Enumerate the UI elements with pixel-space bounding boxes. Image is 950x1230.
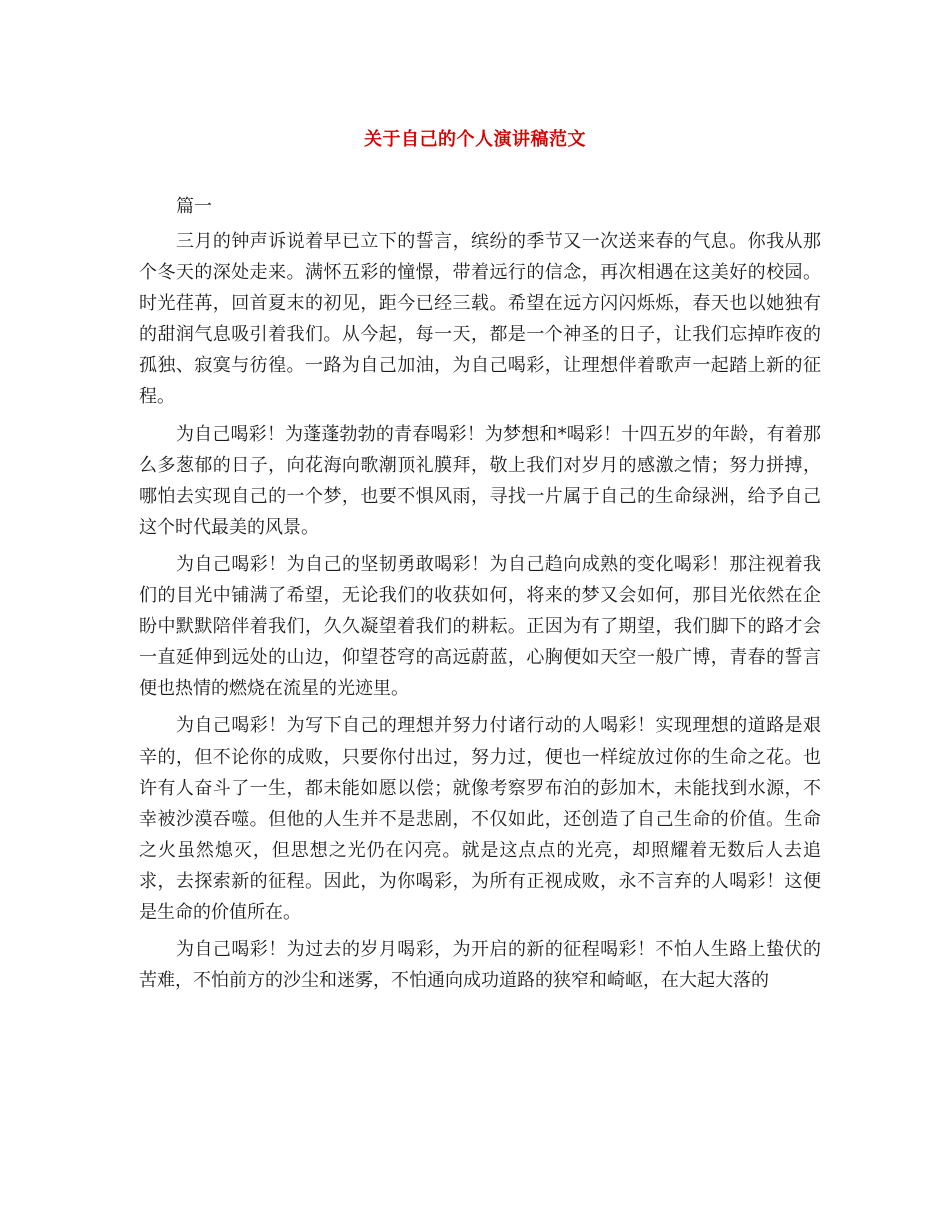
section-label: 篇一 (176, 196, 212, 217)
paragraph: 三月的钟声诉说着早已立下的誓言，缤纷的季节又一次送来春的气息。你我从那个冬天的深处走来。满怀五彩的憧憬，带着远行的信念，再次相遇在这美好的校园。时光荏苒，回首夏末的初见，距今已经三载。希望在远方闪闪烁烁，春天也以她独有的甜润气息吸引着我们。从今起，每一天，都是一个神圣的日子，让我们忘掉昨夜的孤独、寂寞与彷徨。一路为自己加油，为自己喝彩，让理想伴着歌声一起踏上新的征程。 (139, 231, 821, 408)
paragraph: 为自己喝彩！为过去的岁月喝彩，为开启的新的征程喝彩！不怕人生路上蛰伏的苦难，不怕前方的沙尘和迷雾，不怕通向成功道路的狭窄和崎岖，在大起大落的 (139, 939, 821, 992)
paragraph: 为自己喝彩！为蓬蓬勃勃的青春喝彩！为梦想和*喝彩！十四五岁的年龄，有着那么多葱郁的日子，向花海向歌潮顶礼膜拜，敬上我们对岁月的感激之情；努力拼搏，哪怕去实现自己的一个梦，也要不惧风雨，寻找一片属于自己的生命绿洲，给予自己这个时代最美的风景。 (139, 423, 821, 538)
document-title: 关于自己的个人演讲稿范文 (364, 129, 586, 150)
paragraph: 为自己喝彩！为写下自己的理想并努力付诸行动的人喝彩！实现理想的道路是艰辛的，但不论你的成败，只要你付出过，努力过，便也一样绽放过你的生命之花。也许有人奋斗了一生，都未能如愿以偿；就像考察罗布泊的彭加木，未能找到水源，不幸被沙漠吞噬。但他的人生并不是悲剧，不仅如此，还创造了自己生命的价值。生命之火虽然熄灭，但思想之光仍在闪亮。就是这点点的光亮，却照耀着无数后人去追求，去探索新的征程。因此，为你喝彩，为所有正视成败，永不言弃的人喝彩！这便是生命的价值所在。 (139, 715, 821, 923)
document-body (139, 226, 821, 1002)
paragraph: 为自己喝彩！为自己的坚韧勇敢喝彩！为自己趋向成熟的变化喝彩！那注视着我们的目光中铺满了希望，无论我们的收获如何，将来的梦又会如何，那目光依然在企盼中默默陪伴着我们，久久凝望着我们的耕耘。正因为有了期望，我们脚下的路才会一直延伸到远处的山边，仰望苍穹的高远蔚蓝，心胸便如天空一般广博，青春的誓言便也热情的燃烧在流星的光迹里。 (139, 553, 821, 700)
